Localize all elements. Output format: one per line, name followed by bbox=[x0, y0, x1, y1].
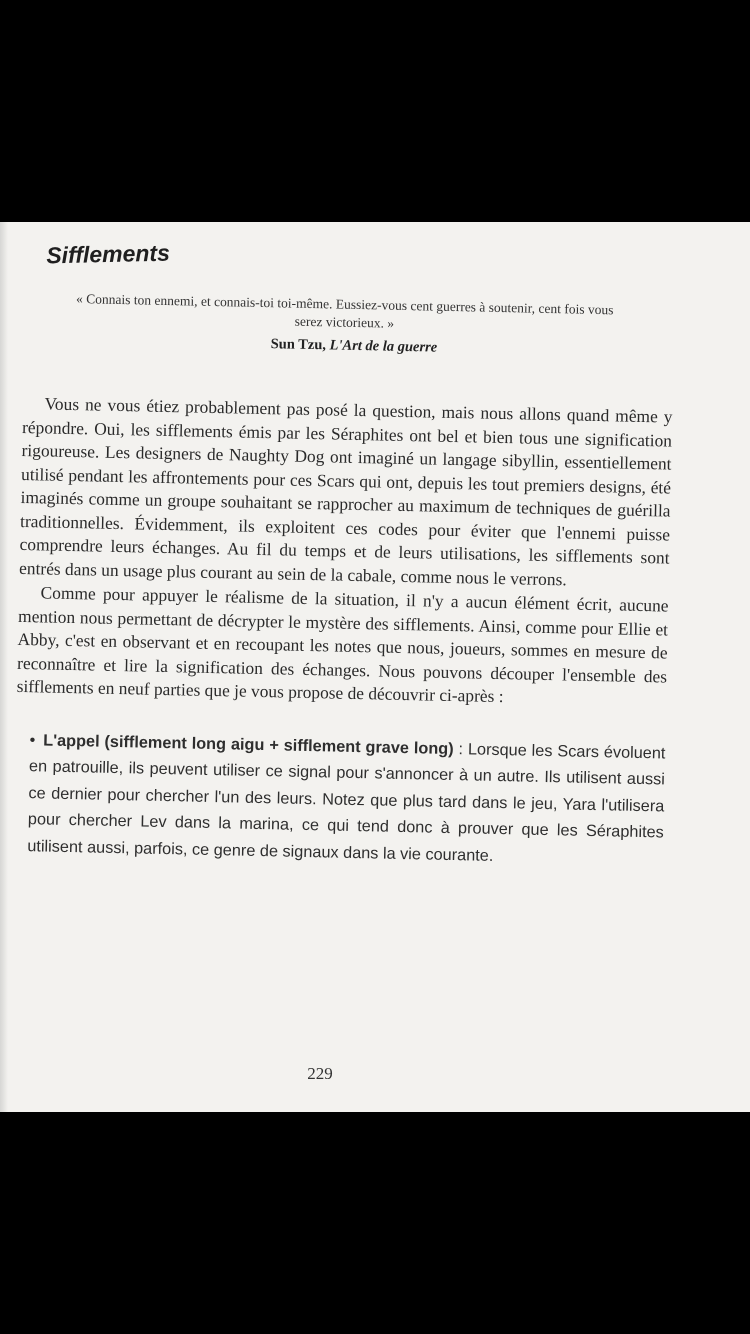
bullet-lead: L'appel (sifflement long aigu + sifflement grave long) bbox=[43, 730, 454, 758]
paragraph-1: Vous ne vous étiez probablement pas posé la question, mais nous allons quand même y répondre. Oui, les sifflements émis par les Séraphites ont bel et bien tous une signification rigoureuse. Les designers de Naughty Dog ont imaginé un langage sibyllin, essentiellement utilisé pendant les affrontements pour ces Scars qui ont, depuis les tout premiers designs, été imaginés comme un groupe souhaitant se rapprocher au maximum de techniques de guérilla traditionnelles. Évidemment, ils exploitent ces codes pour éviter que l'ennemi puisse comprendre leurs échanges. Au fil du temps et de leurs utilisations, les sifflements sont entrés dans un usage plus courant au sein de la cabale, comme nous le verrons. bbox=[18, 393, 673, 589]
bullet-text: : Lorsque les Scars évoluent en patrouille, ils peuvent utiliser ce signal pour s'annoncer à un autre. Ils utilisent aussi ce dernier pour chercher l'un des leurs. Notez que plus tard dans le jeu, Yara l'utilisera pour chercher Lev dans la marina, ce qui tend donc à prouver que les Séraphites utilisent aussi, parfois, ce genre de signaux dans la vie courante. bbox=[27, 739, 666, 865]
epigraph-work: L'Art de la guerre bbox=[329, 337, 438, 356]
page-number: 229 bbox=[307, 1064, 333, 1083]
book-page bbox=[0, 222, 750, 1112]
epigraph-author: Sun Tzu, bbox=[270, 336, 327, 354]
epigraph-quote: « Connais ton ennemi, et connais-toi toi-même. Eussiez-vous cent guerres à soutenir, cent fois vous serez victorieux. » bbox=[75, 291, 614, 331]
body-text bbox=[16, 392, 672, 712]
page-content bbox=[13, 239, 676, 872]
page-edge-shadow bbox=[0, 222, 8, 1112]
bullet-marker: • bbox=[29, 730, 36, 749]
bullet-item-appel bbox=[13, 726, 666, 872]
paragraph-2: Comme pour appuyer le réalisme de la situation, il n'y a aucun élément écrit, aucune mention nous permettant de décrypter le mystère des sifflements. Ainsi, comme pour Ellie et Abby, c'est en observant et en recoupant les notes que nous, joueurs, sommes en mesure de reconnaître et lire la signification des échanges. Nous pouvons découper l'ensemble des sifflements en neuf parties que je vous propose de découvrir ci-après : bbox=[16, 582, 669, 707]
chapter-title: Sifflements bbox=[45, 239, 171, 269]
